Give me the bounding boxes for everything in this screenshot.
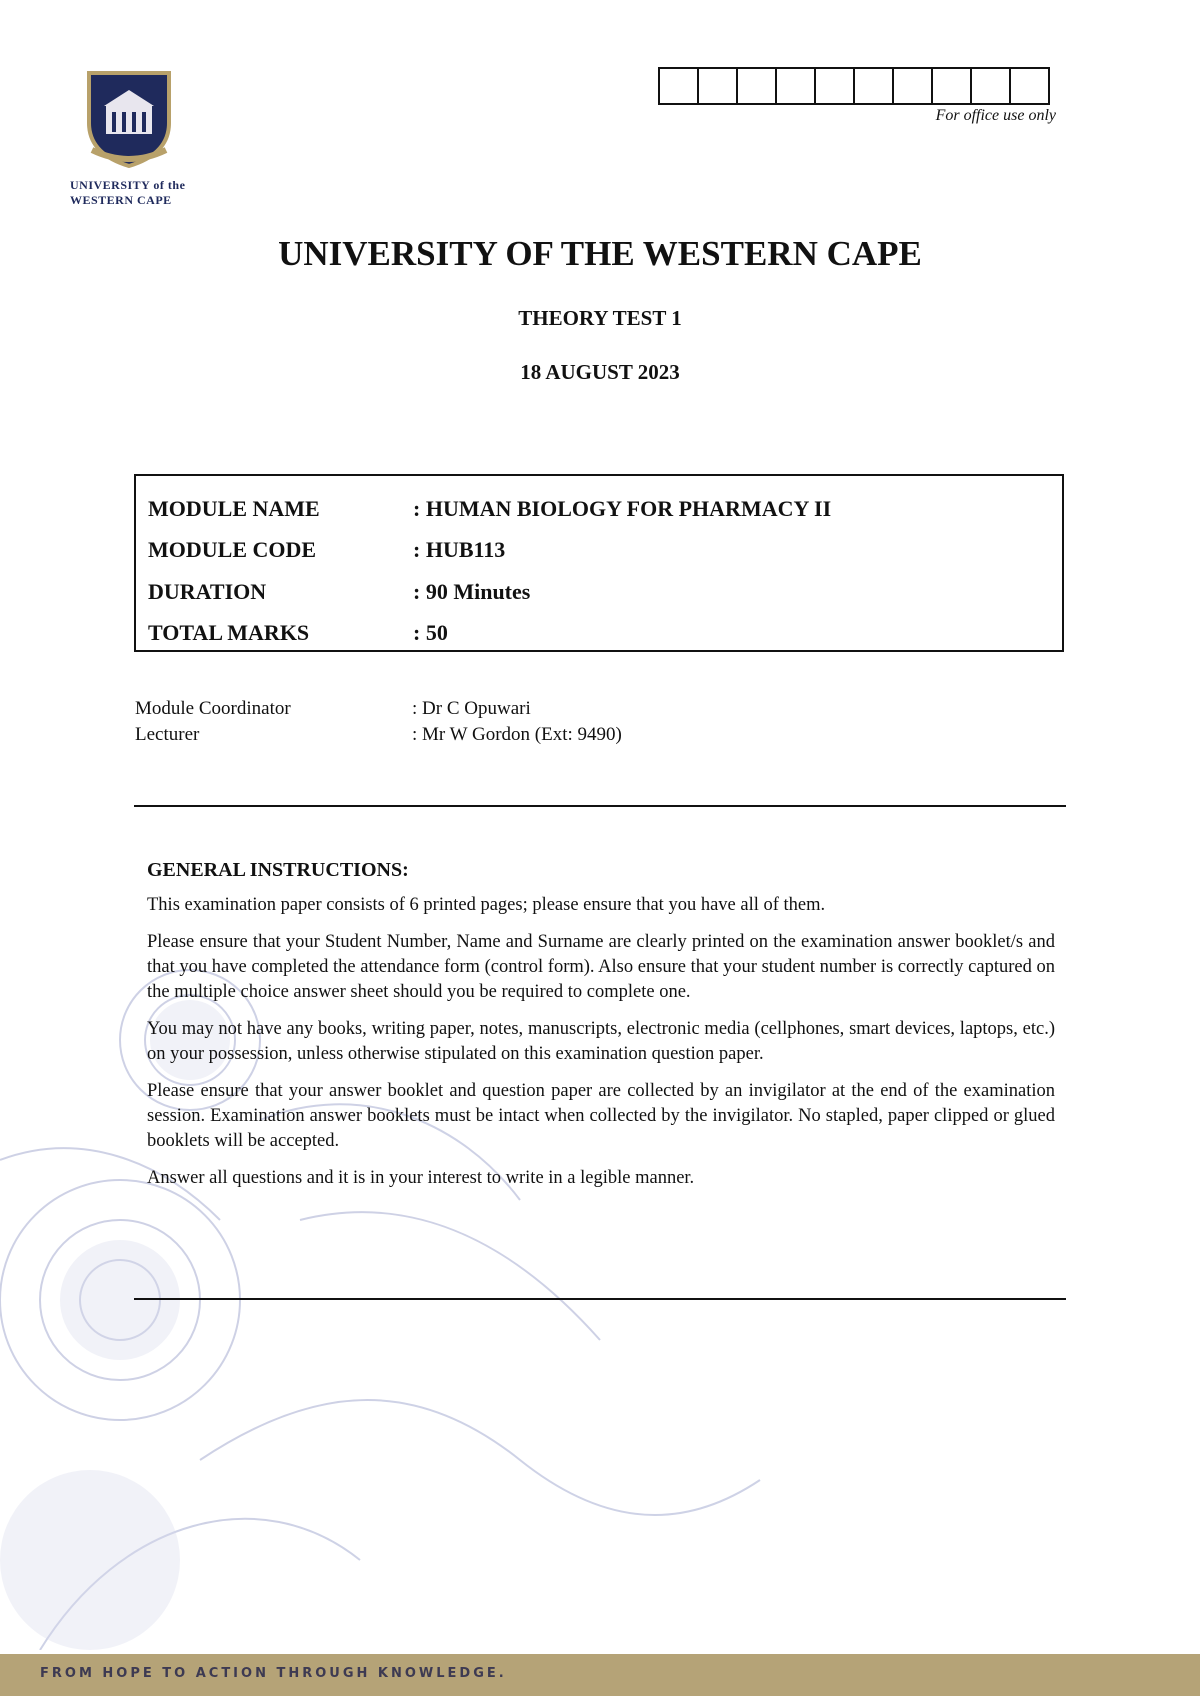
- module-name-label: MODULE NAME: [148, 495, 320, 521]
- divider-top: [134, 805, 1066, 807]
- module-info-box: [134, 474, 1064, 652]
- office-use-box: [894, 69, 933, 103]
- office-use-box: [699, 69, 738, 103]
- crest-line-2: WESTERN CAPE: [70, 193, 172, 207]
- crest-line-1: UNIVERSITY of the: [70, 178, 186, 192]
- instruction-paragraph: Answer all questions and it is in your interest to write in a legible manner.: [147, 1168, 695, 1188]
- office-use-box: [972, 69, 1011, 103]
- instruction-paragraph: You may not have any books, writing paper, notes, manuscripts, electronic media (cellphones, smart devices, laptops, etc.) on your possession, unless otherwise stipulated on this examination question paper.: [147, 1019, 1055, 1064]
- module-code-label: MODULE CODE: [148, 537, 317, 563]
- office-use-boxes: [658, 67, 1050, 105]
- university-crest: [70, 68, 200, 208]
- office-use-box: [855, 69, 894, 103]
- module-row: [136, 488, 1062, 530]
- instructions-heading: GENERAL INSTRUCTIONS:: [147, 859, 409, 881]
- instruction-paragraph: This examination paper consists of 6 printed pages; please ensure that you have all of them.: [147, 895, 826, 915]
- instruction-paragraph: Please ensure that your answer booklet and question paper are collected by an invigilator at the end of the examination session. Examination answer booklets must be intact when collected by the invigilator. No stapled, paper clipped or glued booklets will be accepted.: [147, 1081, 1055, 1151]
- office-use-box: [777, 69, 816, 103]
- crest-shield-icon: [84, 68, 174, 168]
- office-use-box: [738, 69, 777, 103]
- office-use-box: [660, 69, 699, 103]
- lecturer-value: : Mr W Gordon (Ext: 9490): [412, 724, 622, 745]
- test-name: THEORY TEST 1: [518, 306, 682, 330]
- office-use-box: [933, 69, 972, 103]
- footer-motto: FROM HOPE TO ACTION THROUGH KNOWLEDGE.: [40, 1666, 507, 1681]
- total-marks-value: : 50: [413, 620, 448, 646]
- module-row: [136, 530, 1062, 572]
- staff-row: [135, 722, 622, 748]
- general-instructions: [147, 858, 1055, 1203]
- divider-bottom: [134, 1298, 1066, 1300]
- test-date: 18 AUGUST 2023: [520, 360, 680, 384]
- coordinator-value: : Dr C Opuwari: [412, 698, 531, 719]
- module-row: [136, 613, 1062, 655]
- staff-row: [135, 696, 622, 722]
- coordinator-label: Module Coordinator: [135, 698, 291, 719]
- instruction-paragraph: Please ensure that your Student Number, Name and Surname are clearly printed on the examination answer booklet/s and that you have completed the attendance form (control form). Also ensure that your student number is correctly captured on the multiple choice answer sheet should you be required to complete one.: [147, 932, 1055, 1002]
- duration-value: : 90 Minutes: [413, 578, 531, 604]
- office-use-box: [816, 69, 855, 103]
- lecturer-label: Lecturer: [135, 724, 200, 745]
- footer-band: [0, 1654, 1200, 1696]
- module-row: [136, 571, 1062, 613]
- staff-details: [135, 696, 622, 748]
- page-title: UNIVERSITY OF THE WESTERN CAPE: [278, 234, 922, 273]
- office-use-note: For office use only: [935, 107, 1056, 124]
- module-name-value: : HUMAN BIOLOGY FOR PHARMACY II: [413, 495, 832, 521]
- office-use-box: [1011, 69, 1048, 103]
- total-marks-label: TOTAL MARKS: [148, 620, 310, 646]
- duration-label: DURATION: [148, 578, 267, 604]
- module-code-value: : HUB113: [413, 537, 506, 563]
